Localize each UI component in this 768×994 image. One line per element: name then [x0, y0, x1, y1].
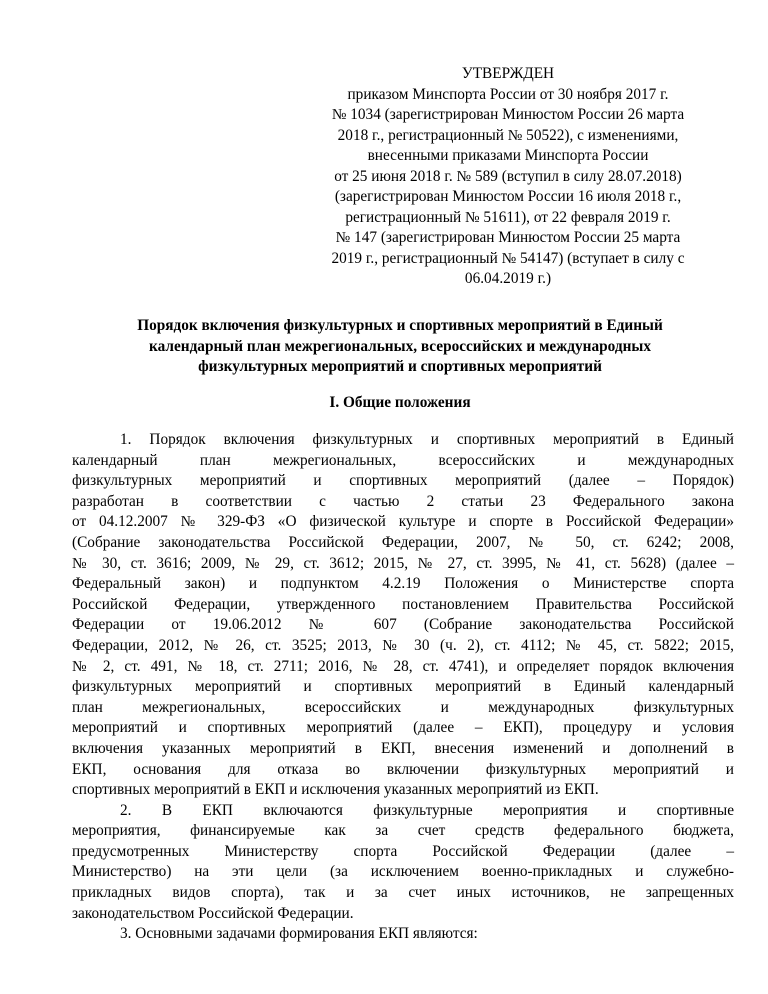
text-line: 3. Основными задачами формирования ЕКП являются: — [120, 925, 478, 943]
approval-line: от 25 июня 2018 г. № 589 (вступил в силу 28.07.2018) — [334, 167, 682, 185]
approval-line: 2019 г., регистрационный № 54147) (вступает в силу с — [331, 249, 685, 267]
text-line: Федерации, 2012, № 26, ст. 3525; 2013, № 30 (ч. 2), ст. 4112; № 45, ст. 5822; 2015, — [72, 636, 734, 654]
text-line: план межрегиональных, всероссийских и международных физкультурных — [72, 698, 734, 716]
approval-line: регистрационный № 51611), от 22 февраля 2019 г. — [345, 208, 671, 226]
title-line: календарный план межрегиональных, всероссийских и международных — [149, 337, 651, 355]
approval-heading: УТВЕРЖДЕН — [461, 65, 555, 82]
text-line: Министерство) на эти цели (за исключением военно-прикладных и служебно- — [72, 863, 734, 881]
approval-line: № 1034 (зарегистрирован Минюстом России 26 марта — [331, 106, 685, 123]
approval-stamp — [298, 64, 718, 290]
text-line: (Собрание законодательства Российской Федерации, 2007, № 50, ст. 6242; 2008, — [72, 533, 734, 551]
text-line: физкультурных мероприятий и спортивных мероприятий (далее – Порядок) — [72, 472, 734, 490]
text-line: ЕКП, основания для отказа во включении физкультурных мероприятий и — [72, 760, 734, 778]
approval-line: № 147 (зарегистрирован Минюстом России 25 марта — [335, 229, 681, 246]
title-line: Порядок включения физкультурных и спортивных мероприятий в Единый — [137, 317, 663, 334]
text-line: включения указанных мероприятий в ЕКП, внесения изменений и дополнений в — [72, 739, 734, 757]
title-line: физкультурных мероприятий и спортивных мероприятий — [198, 358, 602, 375]
text-line: прикладных видов спорта), так и за счет иных источников, не запрещенных — [72, 884, 734, 902]
approval-line: 2018 г., регистрационный № 50522), с изменениями, — [337, 126, 679, 144]
approval-line: внесенными приказами Минспорта России — [367, 147, 649, 164]
text-line: мероприятий и спортивных мероприятий (далее – ЕКП), процедуру и условия — [72, 719, 734, 737]
text-line: законодательством Российской Федерации. — [72, 904, 354, 922]
document-body — [72, 430, 734, 945]
text-line: 1. Порядок включения физкультурных и спортивных мероприятий в Единый — [120, 431, 734, 448]
paragraph-3 — [72, 924, 734, 945]
text-line: 2. В ЕКП включаются физкультурные мероприятия и спортивные — [120, 801, 734, 819]
approval-line: (зарегистрирован Минюстом России 16 июля 2018 г., — [334, 188, 682, 205]
approval-line: приказом Минспорта России от 30 ноября 2017 г. — [347, 85, 669, 103]
text-line: спортивных мероприятий в ЕКП и исключения указанных мероприятий из ЕКП. — [72, 781, 599, 799]
approval-line: 06.04.2019 г.) — [464, 270, 552, 287]
paragraph-2 — [72, 801, 734, 925]
text-line: календарный план межрегиональных, всероссийских и международных — [72, 451, 734, 469]
text-line: Федеральный закон) и подпунктом 4.2.19 Положения о Министерстве спорта — [72, 575, 734, 593]
text-line: мероприятия, финансируемые как за счет средств федерального бюджета, — [72, 822, 734, 840]
text-line: предусмотренных Министерству спорта Российской Федерации (далее – — [72, 842, 734, 860]
text-line: № 30, ст. 3616; 2009, № 29, ст. 3612; 2015, № 27, ст. 3995, № 41, ст. 5628) (далее – — [72, 554, 734, 572]
text-line: от 04.12.2007 № 329-ФЗ «О физической культуре и спорте в Российской Федерации» — [72, 513, 734, 531]
text-line: Российской Федерации, утвержденного постановлением Правительства Российской — [72, 595, 734, 613]
text-line: разработан в соответствии с частью 2 статьи 23 Федерального закона — [72, 492, 734, 510]
text-line: № 2, ст. 491, № 18, ст. 2711; 2016, № 28, ст. 4741), и определяет порядок включения — [72, 657, 734, 675]
document-title — [66, 316, 734, 378]
section-heading: I. Общие положения — [329, 394, 471, 411]
paragraph-1 — [72, 430, 734, 801]
text-line: физкультурных мероприятий и спортивных мероприятий в Единый календарный — [72, 678, 734, 696]
text-line: Федерации от 19.06.2012 № 607 (Собрание законодательства Российской — [72, 616, 734, 634]
